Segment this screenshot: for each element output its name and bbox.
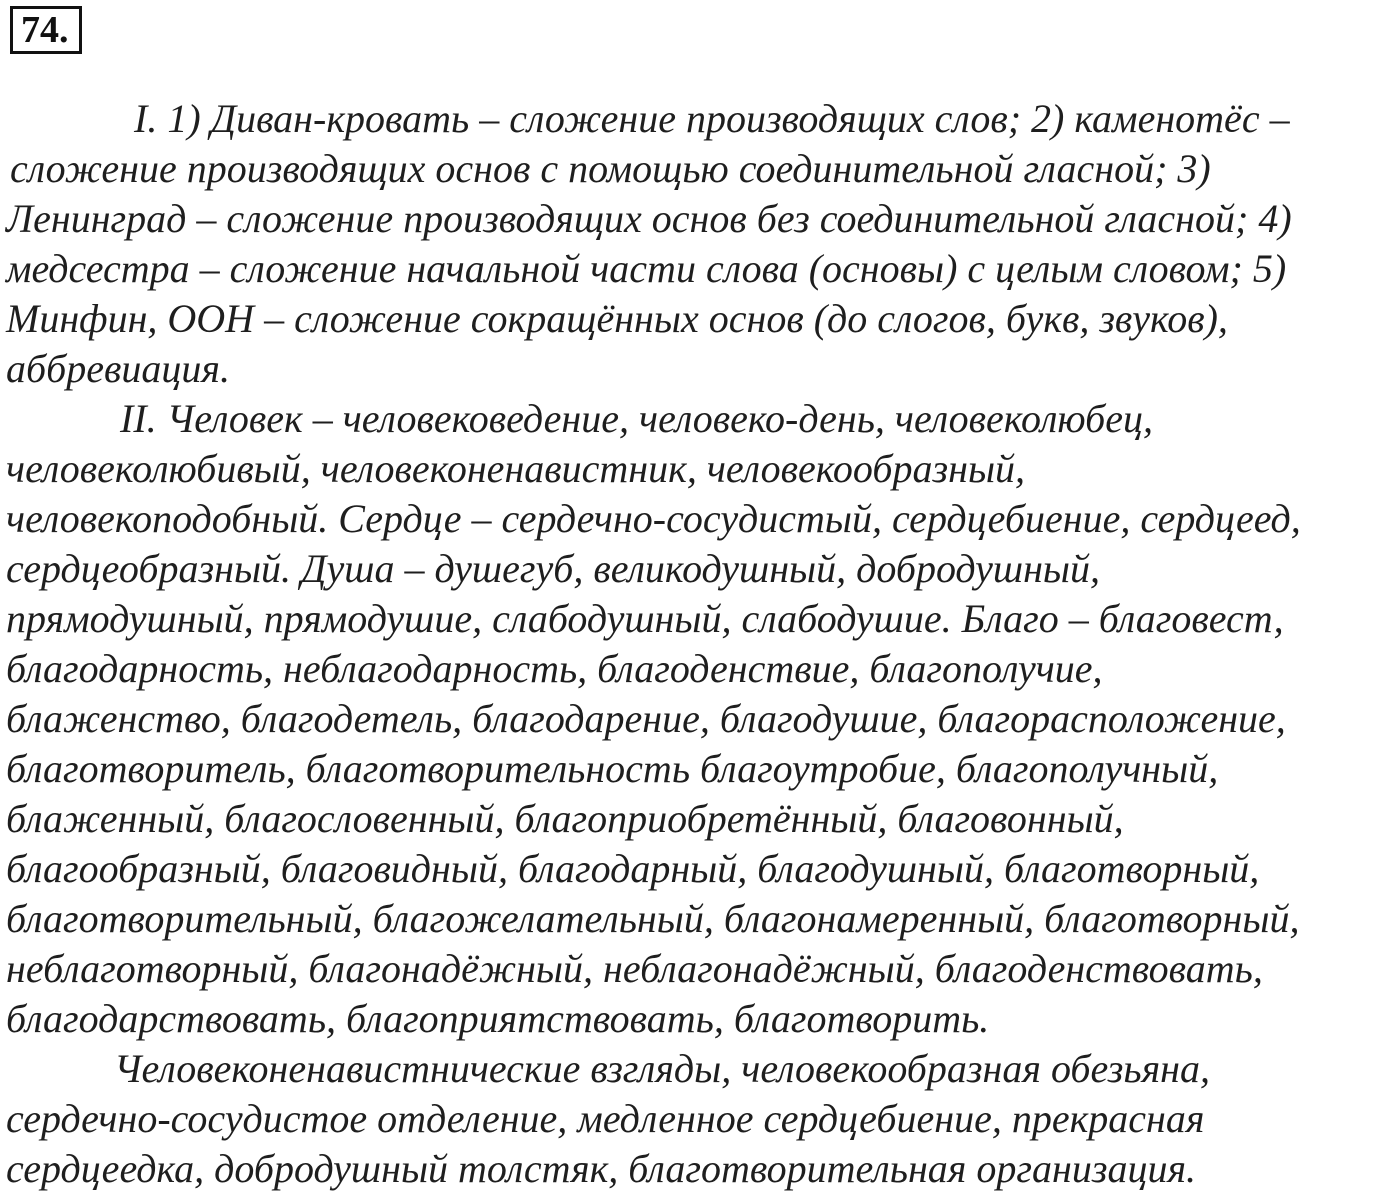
task-number-box: 74. [10,6,82,54]
text-line: Ленинград – сложение производящих основ без соединительной гласной; 4) [6,196,1292,241]
text-line: сердечно-сосудистое отделение, медленное сердцебиение, прекрасная [6,1096,1205,1141]
text-line: благотворительный, благожелательный, благонамеренный, благотворный, [6,896,1300,941]
text-line: благодарность, неблагодарность, благоденствие, благополучие, [6,646,1103,691]
text-line: прямодушный, прямодушие, слабодушный, слабодушие. Благо – благовест, [6,596,1284,641]
text-line: медсестра – сложение начальной части слова (основы) с целым словом; 5) [6,246,1287,291]
text-line: неблаготворный, благонадёжный, неблагонадёжный, благоденствовать, [6,946,1263,991]
text-line: блаженство, благодетель, благодарение, благодушие, благорасположение, [6,696,1286,741]
text-line: благодарствовать, благоприятствовать, благотворить. [6,996,990,1041]
text-line: человекоподобный. Сердце – сердечно-сосудистый, сердцебиение, сердцеед, [6,496,1301,541]
text-line: Минфин, ООН – сложение сокращённых основ (до слогов, букв, звуков), [6,296,1228,341]
text-line: I. 1) Диван-кровать – сложение производящих слов; 2) каменотёс – [134,96,1290,141]
text-line: II. Человек – человековедение, человеко-день, человеколюбец, [120,396,1153,441]
text-line: Человеконенавистнические взгляды, человекообразная обезьяна, [114,1046,1211,1091]
text-line: сложение производящих основ с помощью соединительной гласной; 3) [10,146,1211,191]
text-line: сердцеедка, добродушный толстяк, благотворительная организация. [6,1146,1197,1191]
text-line: аббревиация. [6,346,230,391]
text-line: сердцеобразный. Душа – душегуб, великодушный, добродушный, [6,546,1101,591]
text-line: блаженный, благословенный, благоприобретённый, благовонный, [6,796,1124,841]
text-line: человеколюбивый, человеконенавистник, человекообразный, [6,446,1026,491]
text-line: благотворитель, благотворительность благоутробие, благополучный, [6,746,1219,791]
text-line: благообразный, благовидный, благодарный, благодушный, благотворный, [6,846,1260,891]
